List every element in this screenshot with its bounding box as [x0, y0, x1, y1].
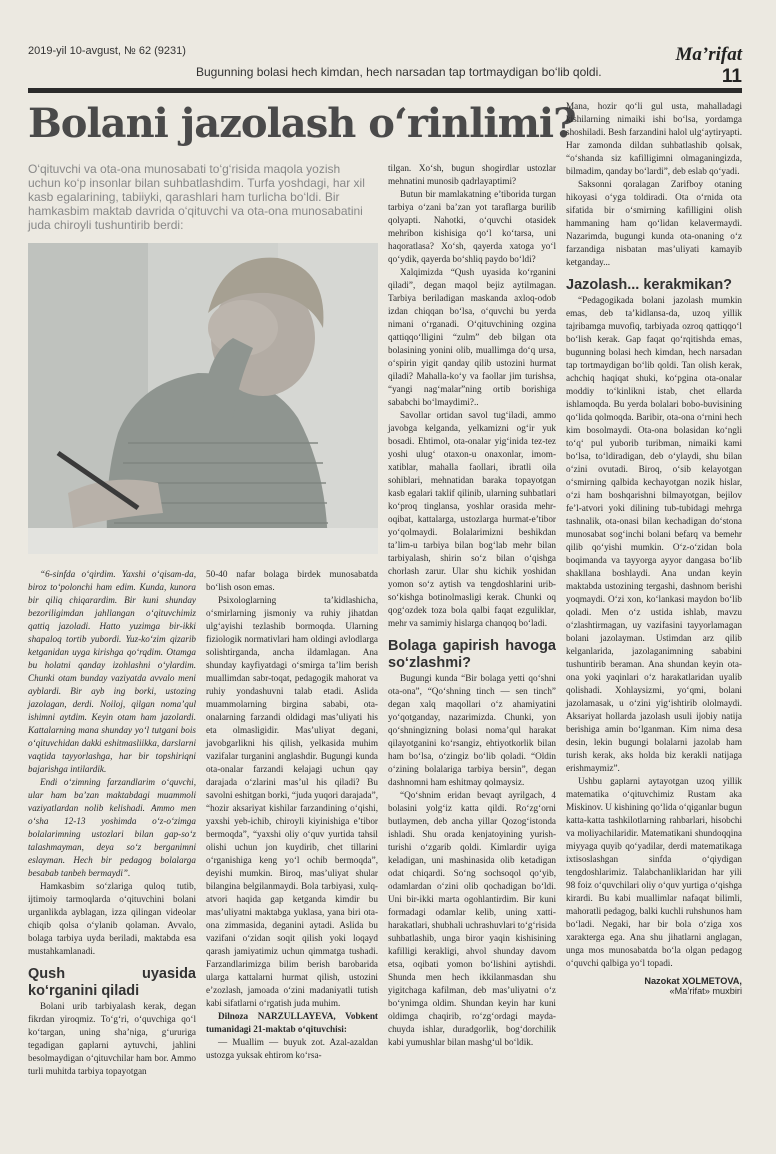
body-paragraph: Xalqimizda “Qush uyasida ko‘rganini qiladi”, degan maqol bejiz aytilmagan. Tarbiya beriladigan maskanda axloq-odob izdan chiqqan bo‘lsa, o‘quvchi bu yerda nimani o‘rganadi. O‘qituvchining ozgina qattiqqo‘lligini “zulm” deb bilgan ota bolasining yonini olib, muallimga do‘q ursa, o‘spirin yigit qanday qilib ustozini hurmat qiladi? Mahalla-ko‘y va faollar jim turishsa, “yangi nag‘malar”ning ortib borishiga sababchi bo‘lmaydimi?.. — [388, 267, 556, 407]
author-role: «Ma’rifat» muxbiri — [669, 986, 742, 996]
issue-date: 2019-yil 10-avgust, № 62 (9231) — [28, 45, 186, 57]
body-paragraph: “Pedagogikada bolani jazolash mumkin emas, deb ta’kidlansa-da, uzoq yillik tajribamga muvofiq, tarbiyada ozroq qattiqqo‘l bo‘lish kerak. Gap faqat qo‘rqitishda emas, bugunning bolasi hech kimdan, hech narsadan tap tortmaydigan bo‘lib qoldi. Tan olish kerak, achchiq haqiqat shuki, ko‘pgina ota-onalar moddiy to‘kinlikni istab, chet ellarda ishlamoqda. Bu yerda bolalari bobo-buvisining qo‘lida qolmoqda. Baribir, ota-ona o‘rnini hech kim bosolmaydi. Ota-ona bolasidan ko‘ngli to‘q‘ pul yuborib turibman, nimaiki kami bo‘lsa, to‘ldiradigan, deb o‘ylaydi, shu bilan o‘zini ovutadi. Biroq, o‘sib kelayotgan o‘smirning qalbida kechayotgan nozik hislar, o‘zi ham boshqarishni bilmayotgan, bejilov fe’l-atvori yoki dilining tub-tubidagi mehrga tashnalik, ota-onasi bilan kechadigan do‘stona munosabat sog‘inchi bolani befarq va bemehr qilib qo‘yishi mumkin. O‘z-o‘zidan bola boqimanda va tayyorga ayyor dangasa bo‘lib shakllana boshlaydi. Ana undan keyin maktabda ustozining tergashi, dashnom berishi yoqmaydi. O‘zi xon, ko‘lankasi maydon bo‘lib qoladi. Men o‘z ustida ishlab, mavzu o‘zlashtirmagan, uy vazifasini tayyorlamagan bolani jazolayman. Ustimdan arz qilib kelganlarida, jazolaganimning sababini tushuntirib beraman. Ana shundan keyin ota-ona yoki yaqinlari o‘z harakatlaridan uyalib qolishadi. Xohlaysizmi, yo‘qmi, bolani jazolamasak, u o‘zini yig‘ishtirib ololmaydi. Aksariyat hollarda jazolash usuli ijobiy natija berishiga amin bo‘lganman. Kim nima desa desin, lekin bugungi bolalarni jazolab ham turish kerak, aks holda biz kerakli natijaga erishmaymiz”. — [566, 295, 742, 773]
boy-at-desk-illustration — [28, 243, 378, 554]
article-column-4 — [566, 100, 742, 996]
body-paragraph: Mana, hozir qo‘li gul usta, mahalladagi kishilarning nimaiki ishi bo‘lsa, yordamga shoshiladi. Besh farzandini halol ulg‘aytiryapti. Har zamonda dildan suhbatlashib qolsak, “o‘shanda siz kafilligimni olmaganingizda, bilmadim, qanday bo‘lardi”, deb eslab qo‘yadi. — [566, 101, 742, 176]
body-paragraph: Bolani urib tarbiyalash kerak, degan fikrdan yiroqmiz. To‘g‘ri, o‘quvchiga qo‘l ko‘targan, uning sha’niga, g‘ururiga tegadigan gaplarni aytuvchi, jahlini besolmaydigan o‘qituvchilar ham bor. Ammo turli muhitda tarbiya topayotgan — [28, 1001, 196, 1076]
body-paragraph: tilgan. Xo‘sh, bugun shogirdlar ustozlar mehnatini munosib qadrlayaptimi? — [388, 163, 556, 186]
body-paragraph: 50-40 nafar bolaga birdek munosabatda bo‘lish oson emas. — [206, 569, 378, 592]
quote-paragraph: “6-sinfda o‘qirdim. Yaxshi o‘qisam-da, biroz to‘polonchi ham edim. Kunda, kunora bir qiliq chiqarardim. Bir kuni shunday bezoriligimdan jahllangan o‘qituvchimiz qattiq jazoladi. Hatto yuzimga bir-ikki shapaloq tortib yubordi. Yuz-ko‘zim qizarib ketganidan uyga kirishga qo‘rqdim. Otamga bu holatni qanday izohlashni o‘ylardim. Chunki otam bunday vaziyatda avvalo meni ayblardi. Bir ayb ing borki, ustozing jazolagan, derdi. Noiloj, qilgan noma’qul ishimni aytdim. Keyin otam ham jazolardi. Kattalarning mana shunday yo‘l tutgani bois o‘qituvchidan dakki eshitmasliikka, darslarni vaqtida tayyorlashga, har bir topshiriqni bajarishga intilardik. — [28, 569, 196, 774]
page-slogan: Bugunning bolasi hech kimdan, hech narsadan tap tortmaydigan bo‘lib qoldi. — [196, 65, 602, 79]
interviewee-byline: Dilnoza NARZULLAYEVA, Vobkent tumanidagi 21-maktab o‘qituvchisi: — [206, 1011, 378, 1034]
newspaper-logo: Ma’rifat — [675, 44, 742, 65]
body-paragraph: Hamkasbim so‘zlariga quloq tutib, ijtimoiy tarmoqlarda o‘qituvchini bolani urganlikda ayblagan, izza qilingan videolar chiqib qolsa o‘ylanib qolaman. Avvalo, bolaga tarbiya uyda beriladi, maktabda esa mustahkamlanadi. — [28, 881, 196, 956]
article-photo — [28, 243, 378, 554]
body-paragraph: Ushbu gaplarni aytayotgan uzoq yillik matematika o‘qituvchimiz Rustam aka Miskinov. U kishining qo‘lida o‘qiganlar bugun katta-katta tashkilotlarning rahbarlari, hisobchi va moliyachilaridir. Matematikani shundoqqina miyyaga quyib qo‘yadilar, derdi matematikaga ixtisoslashgan sinfda o‘qiydigan tengdoshlarimiz. Talabchanliklaridan har yili 98 foiz o‘quvchilari oliy o‘quv yurtiga o‘qishga kirardi. Bu kabi muallimlar nafaqat bilimli, mahoratli pedagog, balki kuchli ruhshunos ham bo‘ladi. Negaki, har bir bola o‘ziga xos xarakterga ega. Ana shu jihatlarni anglagan, unga mos munosabatda bo‘la olgan pedagog o‘quvchi qalbiga yo‘l topadi. — [566, 776, 742, 968]
body-paragraph: Bugungi kunda “Bir bolaga yetti qo‘shni ota-ona”, “Qo‘shning tinch — sen tinch” degan xalq maqollari o‘z ahamiyatini yo‘qotganday, nazarimizda. Chunki, yon qo‘shningizning bolasi noma’qul harakat qilayotganini ko‘rsangiz, ehtiyotkorlik bilan ham bo‘lsa, o‘zingiz bo‘lib qoladi. “Oldin o‘zining bolalariga tarbiya bersin”, degan dashnomni ham eshitmay qolmaysiz. — [388, 673, 556, 787]
body-paragraph: Psixologlarning ta’kidlashicha, o‘smirlarning jismoniy va ruhiy jihatdan ulg‘ayishi tezlashib bormoqda. Ularning fiziologik normativlari ham oldingi avlodlarga solishtirganda, ancha ildamlagan. Ana shunday kayfiyatdagi o‘smirga ta’lim berish muallimdan sabr-toqat, pedagogik mahorat va ruhiy yondashuvni talab etadi. Aslida muammolarning birgina sababi, ota-onalarning farzandi oldidagi mas’uliyati his eta olmasligidir. Mas’uliyat degani, javobgarlikni his qilish, yelkasida muhim vazifalar turganini anglashdir. Bugungi kunda ota-onalar farzandi kelajagi uchun qay darajada o‘zlarini mas’ul his qiladi? Bu savolni eshitgan borki, “juda yuqori darajada”, “hozir aksariyat kishilar farzandining o‘qishi, yaxshi yeb-ichib, chiroyli kiyinishiga e’tibor bermoqda”, “yaxshi oliy o‘quv yurtida tahsil olishi uchun jon kuydirib, chet tillarini o‘rganishiga keng yo‘l ochib bermoqda”, deyishi mumkin. Biroq, mas’uliyat shular bilangina belgilanmaydi. Bola tarbiyasi, xulq-atvori haqida gap ketganda kimdir bu mas’uliyatni maktabga yuklasa, yana biri ota-ona zimmasida, deganini aytadi. Aslida bu vazifani o‘zidan soqit qilish yoki loqayd qarash jamiyatimiz uchun qimmatga tushadi. Farzandlarimizga bilim berish barobarida ularga kattalarni hurmat qilish, ustozini e’zozlash, jamoada o‘zini madaniyatli tutish kabi sifatlarni o‘rgatish juda muhim. — [206, 595, 378, 1008]
body-paragraph: Saksonni qoralagan Zarifboy otaning hikoyasi o‘yga toldiradi. Ota o‘rnida ota sifatida bir o‘smirning kafilligini olish hammaning ham qo‘lidan kelavermaydi. Nazarimda, bugungi kunda ota-onaning o‘z farzandiga nisbatan mas’uliyati kamayib ketganday... — [566, 179, 742, 267]
article-column-3 — [388, 162, 556, 1049]
header-rule — [28, 88, 742, 93]
body-paragraph: — Muallim — buyuk zot. Azal-azaldan ustozga yuksak ehtirom ko‘rsa- — [206, 1037, 378, 1060]
body-paragraph: “Qo‘shnim eridan bevaqt ayrilgach, 4 bolasini yolg‘iz katta qildi. Ro‘zg‘orni butlaymen, deb ancha yillar Qozog‘istonda ishladi. Shu orada kenjatoyining yurish-turishi o‘zgarib qoldi. Kimlardir uyiga keladigan, uni mashinasida olib ketadigan odat chiqardi. So‘ng sochsoqol qo‘yib, odamlardan o‘zini olib qochadigan bo‘ldi. Uni bir-ikki marta ogohlantirdim. Bir kuni formadagi odamlar kelib, uning xatti-harakatlari, shubhali uchrashuvlari to‘g‘risida suhbatlashib, unga biror yaqin kishisining kafilligi kerakligi, ahvol shunday davom etsa, oqibati yomon bo‘lishini aytishdi. Shunda men hech ikkilanmasdan shu yigitchaga kafilman, deb mas’uliyatni o‘z bo‘ynimga oldim. Shundan keyin har kuni oldimga chaqirib, ro‘zg‘ordagi mayda-chuyda ishlar, duradgorlik, bog‘dorchilik kabi yumushlar bilan mashg‘ul bo‘ldik. — [388, 790, 556, 1047]
author-name: Nazokat XOLMETOVA, — [644, 976, 742, 986]
body-paragraph: Savollar ortidan savol tug‘iladi, ammo javobga kelganda, yelkamizni og‘ir yuk bosadi. Ehtimol, ota-onalar yig‘inida tez-tez yoshi ulug‘ otaxon-u onaxonlar, imom-xatiblar, mahalla faollari, ibratli oila sohiblari, mehnatidan baraka topayotgan kasb egalari taklif qilinib, ularning suhbatlari ko‘proq tinglansa, yoshlar orasida mehr-oqibat, kattalarga, ustozlarga hurmat-e’tibor yo‘qolmaydi. Bolalarimizni beshikdan ta’lim-u tarbiya bilan bog‘lab mehr bilan tarbiyalash, shirin so‘z bilan o‘qishga chorlash zarur. Ular shu kichik yoshidan yomon so‘z aytish va tengdoshlarini urib-so‘kishga botinolmasligi kerak. Chunki oq qog‘ozdek toza bola qalbi faqat ezguliklar, mehr va samimiy hislarga chanqoq bo‘ladi. — [388, 410, 556, 628]
page-number: 11 — [721, 66, 742, 87]
section-subheading: Bolaga gapirish havoga so‘zlashmi? — [388, 638, 556, 671]
section-subheading: Jazolash... kerakmikan? — [566, 277, 733, 293]
article-column-1 — [28, 568, 196, 1078]
article-column-2 — [206, 568, 378, 1062]
section-subheading: Qush uyasida ko‘rganini qiladi — [28, 966, 196, 999]
article-headline: Bolani jazolash o‘rinlimi? — [28, 100, 576, 147]
author-signature — [566, 976, 742, 996]
quote-paragraph: Endi o‘zimning farzandlarim o‘quvchi, ular ham ba’zan maktabdagi muammoli vaziyatlardan nolib kelishadi. Ammo men o‘sha 12-13 yoshimda o‘z-o‘zimga bolalarimning ustozlari bilan gap-so‘z talashmayman, deya so‘z berganimni eslayman. Hech bir pedagog bolalarga besabab tanbeh bermaydi”. — [28, 777, 196, 878]
body-paragraph: Butun bir mamlakatning e’tiborida turgan tarbiya o‘zani ba’zan yot taraflarga burilib qolyapti. Nahotki, o‘quvchi otasidek mehribon kishisiga qo‘l ko‘tarsa, uni haqoratlasa? Xo‘sh, qayerda xatoga yo‘l qo‘ydik, qayerda bo‘shliq paydo bo‘ldi? — [388, 189, 556, 264]
article-lead: O‘qituvchi va ota-ona munosabati to‘g‘risida maqola yozish uchun ko‘p insonlar bilan suhbatlashdim. Turfa yoshdagi, har xil kasb egalarining, tabiiyki, qarashlari ham turlicha bo‘ldi. Bir hamkasbim maktab davrida o‘qituvchi va ota-ona munosabatini juda chiroyli tushuntirib berdi: — [28, 162, 365, 232]
